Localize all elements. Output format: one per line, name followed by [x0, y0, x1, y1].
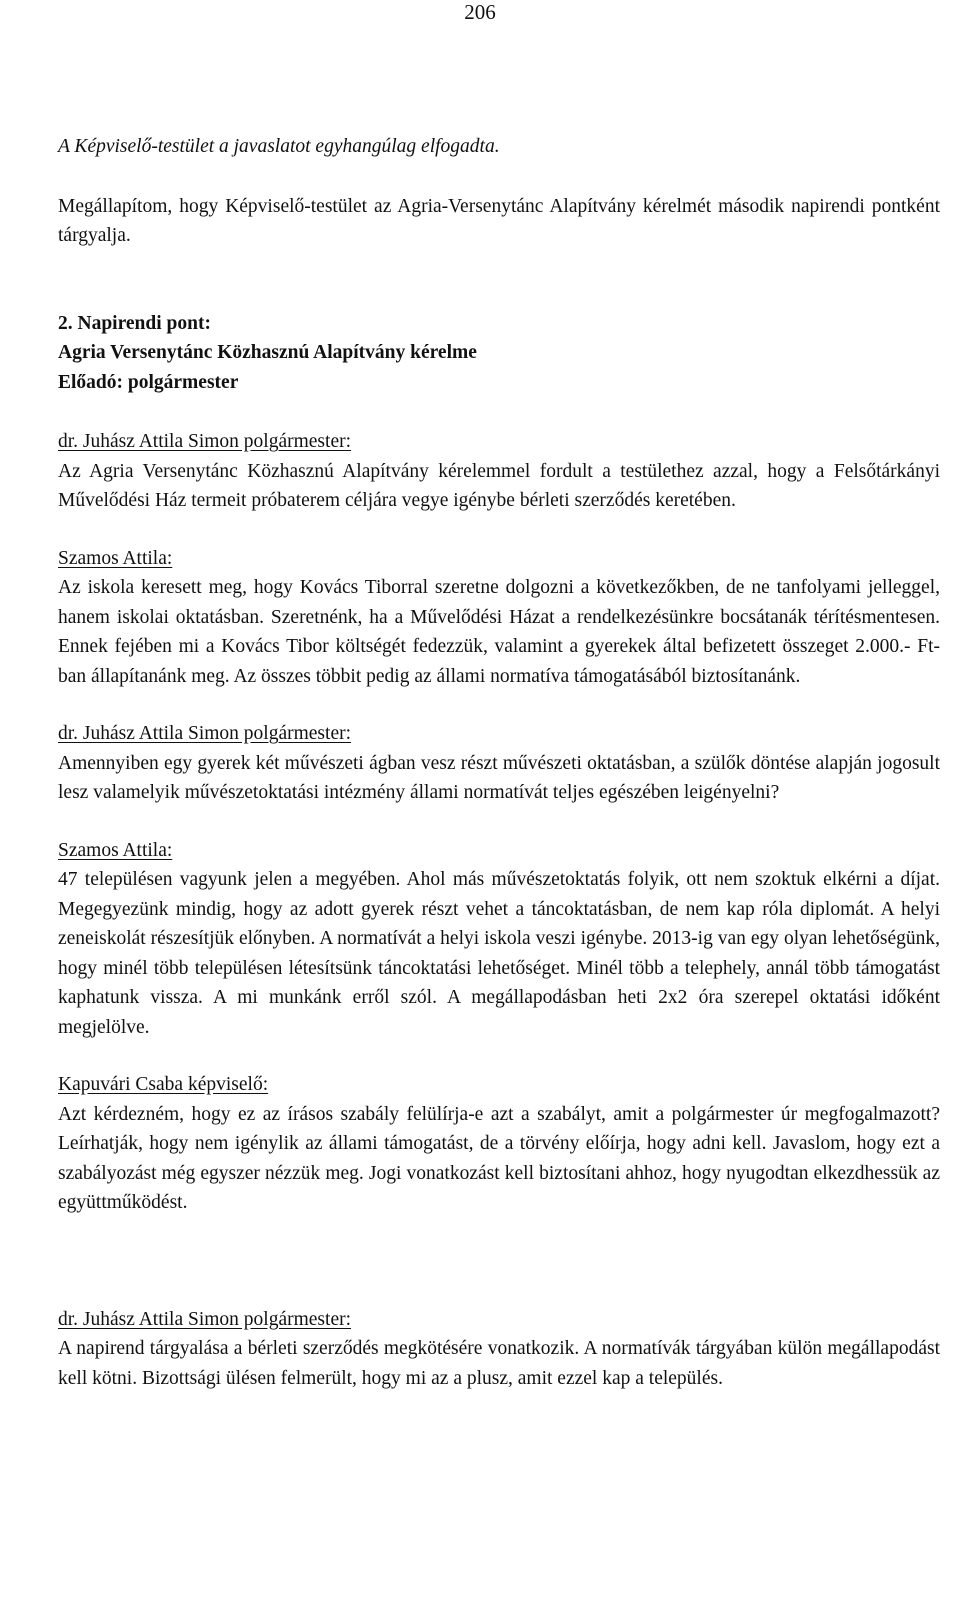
decision-text: A Képviselő-testület a javaslatot egyhangúlag elfogadta.: [58, 136, 500, 157]
speaker-name: dr. Juhász Attila Simon polgármester:: [58, 723, 352, 744]
speaker-name: Kapuvári Csaba képviselő:: [58, 1074, 269, 1095]
speech-text: A napirend tárgyalása a bérleti szerződés megkötésére vonatkozik. A normatívák tárgyában külön megállapodást kell kötni. Bizottsági ülésen felmerült, hogy mi az a plusz, amit ezzel kap a település.: [58, 1338, 940, 1389]
speech-text: Az iskola keresett meg, hogy Kovács Tiborral szeretne dolgozni a következőkben, de ne tanfolyami jelleggel, hanem iskolai oktatásban. Szeretnénk, ha a Művelődési Házat a rendelkezésünkre bocsátanák térítésmentesen. Ennek fejében mi a Kovács Tibor költségét fedezzük, valamint a gyerekek által befizetett összeget 2.000.- Ft-ban állapítanánk meg. Az összes többit pedig az állami normatíva támogatásából biztosítanánk.: [58, 577, 940, 687]
speech-text: 47 településen vagyunk jelen a megyében. Ahol más művészetoktatás folyik, ott nem szoktuk elkérni a díjat. Megegyezünk mindig, hogy az adott gyerek részt vehet a táncoktatásban, de nem kap róla diplomát. A helyi zeneiskolát részesítjük előnyben. A normatívát a helyi iskola veszi igénybe. 2013-ig van egy olyan lehetőségünk, hogy minél több településen létesítsünk táncoktatási lehetőséget. Minél több a telephely, annál több támogatást kaphatunk vissza. A mi munkánk erről szól. A megállapodásban heti 2x2 óra szerepel oktatási időként megjelölve.: [58, 869, 940, 1038]
agenda-presenter: Előadó: polgármester: [58, 371, 239, 393]
speech-block: [58, 1070, 940, 1218]
speech-block: [58, 719, 940, 808]
speech-block: [58, 427, 940, 516]
document-body: [58, 132, 940, 1393]
speech-block: [58, 1305, 940, 1394]
statement-text: Megállapítom, hogy Képviselő-testület az Agria-Versenytánc Alapítvány kérelmét második napirendi pontként tárgyalja.: [58, 195, 940, 246]
speech-text: Amennyiben egy gyerek két művészeti ágban vesz részt művészeti oktatásban, a szülők döntése alapján jogosult lesz valamelyik művészetoktatási intézmény állami normatívát teljes egészében leigényelni?: [58, 752, 940, 803]
speaker-name: Szamos Attila:: [58, 839, 173, 861]
speech-text: Az Agria Versenytánc Közhasznú Alapítvány kérelemmel fordult a testülethez azzal, hogy a Felsőtárkányi Művelődési Ház termeit próbaterem céljára vegye igénybe bérleti szerződés keretében.: [58, 460, 940, 511]
agenda-heading: [58, 309, 940, 398]
speaker-name: Szamos Attila:: [58, 547, 173, 569]
speech-text: Azt kérdezném, hogy ez az írásos szabály felülírja-e azt a szabályt, amit a polgármester úr megfogalmazott? Leírhatják, hogy nem igénylik az állami támogatást, de a törvény előírja, hogy adni kell. Javaslom, hogy ezt a szabályozást még egyszer nézzük meg. Jogi vonatkozást kell biztosítani ahhoz, hogy nyugodtan elkezdhessük az együttműködést.: [58, 1103, 940, 1213]
agenda-number: 2. Napirendi pont:: [58, 312, 211, 334]
speech-block: [58, 544, 940, 692]
agenda-title: Agria Versenytánc Közhasznú Alapítvány kérelme: [58, 342, 477, 363]
speaker-name: dr. Juhász Attila Simon polgármester:: [58, 1308, 352, 1330]
speech-block: [58, 836, 940, 1043]
speaker-name: dr. Juhász Attila Simon polgármester:: [58, 431, 352, 452]
page-number: 206: [464, 0, 496, 24]
